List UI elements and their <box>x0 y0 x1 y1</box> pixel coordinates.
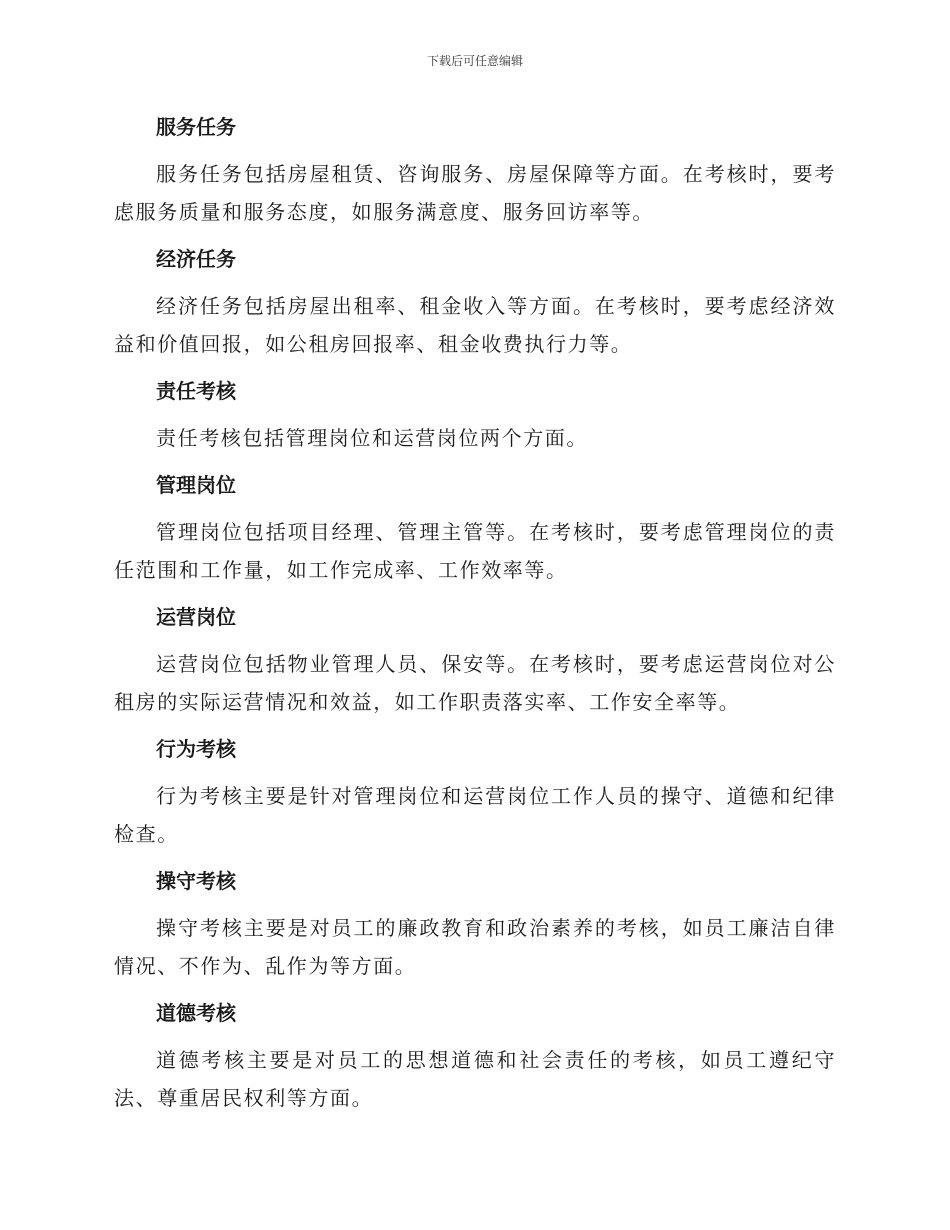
section-heading-ethics-assessment: 道德考核 <box>156 1001 236 1025</box>
section-heading-behavior-assessment: 行为考核 <box>156 737 236 761</box>
section-body-economic-tasks: 经济任务包括房屋出租率、租金收入等方面。在考核时，要考虑经济效益和价值回报，如公租房回报率、租金收费执行力等。 <box>114 294 836 356</box>
document-body <box>114 111 836 1129</box>
section-heading-operation-positions: 运营岗位 <box>156 605 236 629</box>
section-body-service-tasks: 服务任务包括房屋租赁、咨询服务、房屋保障等方面。在考核时，要考虑服务质量和服务态度，如服务满意度、服务回访率等。 <box>114 162 836 224</box>
page-header: 下载后可任意编辑 <box>426 54 523 68</box>
section-body-responsibility-assessment: 责任考核包括管理岗位和运营岗位两个方面。 <box>156 426 588 450</box>
section-body-behavior-assessment: 行为考核主要是针对管理岗位和运营岗位工作人员的操守、道德和纪律检查。 <box>114 784 836 846</box>
section-body-operation-positions: 运营岗位包括物业管理人员、保安等。在考核时，要考虑运营岗位对公租房的实际运营情况和效益，如工作职责落实率、工作安全率等。 <box>114 652 836 714</box>
section-heading-service-tasks: 服务任务 <box>156 115 236 139</box>
section-heading-economic-tasks: 经济任务 <box>156 247 236 271</box>
section-body-ethics-assessment: 道德考核主要是对员工的思想道德和社会责任的考核，如员工遵纪守法、尊重居民权利等方面。 <box>114 1048 836 1110</box>
section-heading-responsibility-assessment: 责任考核 <box>156 379 236 403</box>
section-heading-management-positions: 管理岗位 <box>156 473 236 497</box>
section-body-management-positions: 管理岗位包括项目经理、管理主管等。在考核时，要考虑管理岗位的责任范围和工作量，如工作完成率、工作效率等。 <box>114 520 836 582</box>
section-heading-integrity-assessment: 操守考核 <box>156 869 236 893</box>
section-body-integrity-assessment: 操守考核主要是对员工的廉政教育和政治素养的考核，如员工廉洁自律情况、不作为、乱作为等方面。 <box>114 916 836 978</box>
